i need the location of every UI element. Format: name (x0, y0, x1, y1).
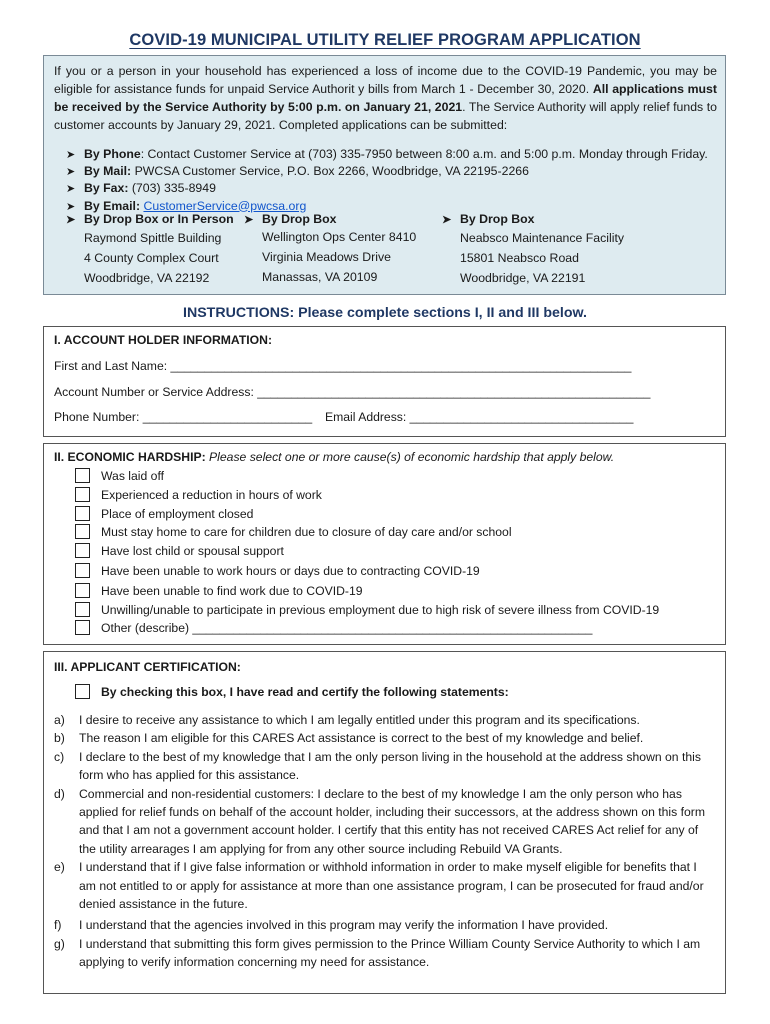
section-applicant-certification (43, 651, 726, 994)
checkbox[interactable] (75, 543, 90, 558)
dropoff-line: 4 County Complex Court (84, 251, 219, 265)
section-2-title: II. ECONOMIC HARDSHIP: (54, 450, 206, 464)
checkbox[interactable] (75, 602, 90, 617)
form-title: COVID-19 MUNICIPAL UTILITY RELIEF PROGRAM APPLICATION (129, 31, 641, 49)
method-mail-label: By Mail: (84, 164, 132, 179)
certification-item: c) I declare to the best of my knowledge that I am the only person living in the household at the address shown on this form who has applied for this assistance. (54, 749, 701, 783)
email-link[interactable]: CustomerService@pwcsa.org (143, 198, 307, 213)
checkbox[interactable] (75, 684, 90, 699)
name-field[interactable]: First and Last Name: ____________________________________________________________________ (54, 359, 632, 373)
method-fax (66, 180, 719, 197)
arrow-bullet-icon: ➤ (244, 214, 254, 226)
section-3-title: III. APPLICANT CERTIFICATION: (54, 660, 241, 674)
checkbox[interactable] (75, 563, 90, 578)
dropoff-location (66, 210, 234, 288)
certification-item: d) Commercial and non-residential customers: I declare to the best of my knowledge I am the only person who has applied for relief funds on behalf of the account holder, including their successors, at the address shown on this form and that I am not a government account holder. I certify that this entity has not received CARES Act relief for any of the utility arrearages I am applying for from any other source including Rebuild VA Grants. (54, 786, 705, 856)
dropoff-header: ➤ By Drop Box (244, 210, 416, 228)
checkbox[interactable] (75, 487, 90, 502)
dropoff-location (442, 210, 624, 288)
hardship-option-other[interactable]: Other (describe) ___________________________________________________________ (75, 621, 592, 639)
certification-item: f) I understand that the agencies involved in this program may verify the information I have provided. (54, 918, 609, 933)
deadline-text: All applications must be received by the Service Authority by 5:00 p.m. on January 21, 2021 (54, 82, 717, 114)
certification-item: a) I desire to receive any assistance to which I am legally entitled under this program and its specifications. (54, 713, 640, 727)
dropoff-line: Woodbridge, VA 22191 (460, 271, 586, 285)
method-email-label: By Email: (84, 198, 141, 213)
method-fax-label: By Fax: (84, 181, 129, 196)
certify-checkbox-row[interactable] (75, 685, 509, 703)
dropoff-header: ➤ By Drop Box (442, 210, 624, 228)
dropoff-line: Wellington Ops Center 8410 (262, 230, 417, 244)
intro-paragraph (54, 62, 717, 134)
arrow-bullet-icon: ➤ (66, 214, 76, 226)
checkbox[interactable] (75, 506, 90, 521)
method-phone (66, 146, 719, 163)
arrow-bullet-icon: ➤ (66, 200, 76, 213)
section-account-holder (43, 326, 726, 437)
method-mail (66, 163, 719, 180)
hardship-option[interactable]: Have been unable to find work due to COVID-19 (75, 584, 363, 602)
arrow-bullet-icon: ➤ (66, 183, 76, 196)
submission-methods (66, 146, 719, 215)
dropoff-line: 15801 Neabsco Road (460, 251, 579, 265)
certification-list (54, 711, 715, 972)
certify-label: By checking this box, I have read and certify the following statements: (101, 685, 509, 699)
certification-item: g) I understand that submitting this form gives permission to the Prince William County Service Authority to which I am applying to verify information concerning my need for assistance. (54, 936, 701, 970)
hardship-option[interactable]: Was laid off (75, 469, 164, 487)
section-2-header (54, 450, 614, 464)
certification-item: b) The reason I am eligible for this CARES Act assistance is correct to the best of my knowledge and belief. (54, 731, 644, 746)
dropoff-line: Raymond Spittle Building (84, 231, 222, 245)
instructions-heading: INSTRUCTIONS: Please complete sections I, II and III below. (183, 305, 587, 321)
certification-item: e) I understand that if I give false information or withhold information in order to make myself eligible for benefits that I am not entitled to or apply for assistance at more than one assistance program, I can be prosecuted for fraud and/or denied assistance in the future. (54, 860, 704, 912)
dropoff-line: Neabsco Maintenance Facility (460, 231, 625, 245)
checkbox[interactable] (75, 468, 90, 483)
arrow-bullet-icon: ➤ (442, 214, 452, 226)
dropoff-line: Woodbridge, VA 22192 (84, 271, 210, 285)
section-economic-hardship (43, 443, 726, 645)
email-field[interactable]: Email Address: _________________________________ (325, 410, 634, 424)
submission-info-box (43, 55, 726, 295)
method-mail-text: PWCSA Customer Service, P.O. Box 2266, Woodbridge, VA 22195-2266 (131, 164, 529, 179)
hardship-option[interactable]: Have been unable to work hours or days due to contracting COVID-19 (75, 564, 480, 582)
dropoff-location (244, 210, 416, 287)
checkbox[interactable] (75, 620, 90, 635)
hardship-option[interactable]: Must stay home to care for children due to closure of day care and/or school (75, 525, 512, 543)
dropoff-line: Manassas, VA 20109 (262, 270, 378, 284)
checkbox[interactable] (75, 524, 90, 539)
method-phone-text: : Contact Customer Service at (703) 335-7950 between 8:00 a.m. and 5:00 p.m. Monday through Friday. (140, 147, 708, 161)
section-1-title: I. ACCOUNT HOLDER INFORMATION: (54, 333, 272, 347)
phone-field[interactable]: Phone Number: _________________________ (54, 410, 313, 424)
hardship-option[interactable]: Have lost child or spousal support (75, 544, 284, 562)
hardship-option[interactable]: Unwilling/unable to participate in previous employment due to high risk of severe illness from COVID-19 (75, 603, 659, 621)
method-fax-text: (703) 335-8949 (128, 181, 216, 196)
account-field[interactable]: Account Number or Service Address: __________________________________________________________ (54, 385, 651, 399)
dropoff-locations (44, 210, 725, 290)
hardship-option[interactable]: Place of employment closed (75, 507, 253, 525)
method-phone-label: By Phone (84, 147, 141, 161)
checkbox[interactable] (75, 583, 90, 598)
hardship-option[interactable]: Experienced a reduction in hours of work (75, 488, 322, 506)
dropoff-header: ➤ By Drop Box or In Person (66, 210, 234, 228)
intro-text: If you or a person in your household has experienced a loss of income due to the COVID-19 Pandemic, you may be eligible for assistance funds for unpaid Service Authorit y bills from March 1 - December 30, 2020. (54, 64, 717, 96)
intro-text-end: . The Service Authority will apply relief funds to customer accounts by January 29, 2021. Completed applications can be submitted: (54, 100, 717, 132)
arrow-bullet-icon: ➤ (66, 166, 76, 179)
dropoff-line: Virginia Meadows Drive (262, 250, 391, 264)
section-2-subtitle: Please select one or more cause(s) of economic hardship that apply below. (205, 450, 615, 464)
arrow-bullet-icon: ➤ (66, 149, 76, 161)
